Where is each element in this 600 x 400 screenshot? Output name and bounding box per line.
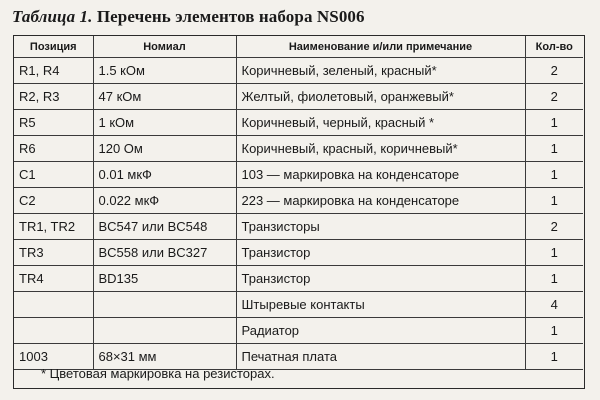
table-row [14, 84, 583, 110]
cell-nominal: 68×31 мм [93, 344, 236, 370]
cell-description: Радиатор [236, 318, 525, 344]
cell-position: R6 [14, 136, 93, 162]
cell-quantity: 2 [525, 214, 583, 240]
cell-position: 1003 [14, 344, 93, 370]
footnote: * Цветовая маркировка на резисторах. [41, 366, 275, 381]
cell-nominal: 1.5 кОм [93, 58, 236, 84]
table-row [14, 136, 583, 162]
cell-nominal: 1 кОм [93, 110, 236, 136]
caption-title: Перечень элементов набора NS006 [96, 7, 365, 26]
cell-description: Печатная плата [236, 344, 525, 370]
cell-position: TR3 [14, 240, 93, 266]
cell-description: 223 — маркировка на конденсаторе [236, 188, 525, 214]
cell-description: Коричневый, черный, красный * [236, 110, 525, 136]
cell-nominal: BD135 [93, 266, 236, 292]
cell-quantity: 1 [525, 110, 583, 136]
table-row [14, 58, 583, 84]
header-nominal: Номиал [93, 36, 236, 58]
cell-nominal: 0.022 мкФ [93, 188, 236, 214]
cell-nominal: 47 кОм [93, 84, 236, 110]
cell-description: 103 — маркировка на конденсаторе [236, 162, 525, 188]
cell-description: Транзистор [236, 240, 525, 266]
header-description: Наименование и/или примечание [236, 36, 525, 58]
cell-nominal: 0.01 мкФ [93, 162, 236, 188]
table-row [14, 292, 583, 318]
table-header-row [14, 36, 583, 58]
cell-nominal: BC558 или BC327 [93, 240, 236, 266]
cell-quantity: 2 [525, 58, 583, 84]
cell-position: R5 [14, 110, 93, 136]
cell-description: Коричневый, красный, коричневый* [236, 136, 525, 162]
table-row [14, 214, 583, 240]
cell-nominal [93, 292, 236, 318]
table-caption [12, 7, 365, 27]
table-row [14, 188, 583, 214]
cell-position: TR4 [14, 266, 93, 292]
cell-position: TR1, TR2 [14, 214, 93, 240]
cell-quantity: 1 [525, 162, 583, 188]
table-row [14, 318, 583, 344]
caption-label: Таблица 1. [12, 7, 93, 26]
cell-nominal: BC547 или BC548 [93, 214, 236, 240]
cell-quantity: 2 [525, 84, 583, 110]
cell-description: Желтый, фиолетовый, оранжевый* [236, 84, 525, 110]
cell-description: Транзистор [236, 266, 525, 292]
table-row [14, 266, 583, 292]
cell-description: Штыревые контакты [236, 292, 525, 318]
header-position: Позиция [14, 36, 93, 58]
cell-nominal: 120 Ом [93, 136, 236, 162]
cell-position: R2, R3 [14, 84, 93, 110]
cell-quantity: 1 [525, 188, 583, 214]
table-row [14, 240, 583, 266]
table-row [14, 162, 583, 188]
cell-nominal [93, 318, 236, 344]
table-frame [13, 35, 585, 389]
cell-quantity: 1 [525, 266, 583, 292]
cell-position [14, 318, 93, 344]
cell-description: Транзисторы [236, 214, 525, 240]
table-row [14, 110, 583, 136]
cell-description: Коричневый, зеленый, красный* [236, 58, 525, 84]
header-quantity: Кол-во [525, 36, 583, 58]
cell-position: R1, R4 [14, 58, 93, 84]
cell-quantity: 4 [525, 292, 583, 318]
cell-position: C1 [14, 162, 93, 188]
cell-quantity: 1 [525, 318, 583, 344]
cell-position: C2 [14, 188, 93, 214]
components-table [14, 36, 583, 370]
cell-position [14, 292, 93, 318]
cell-quantity: 1 [525, 240, 583, 266]
table-body [14, 58, 583, 370]
cell-quantity: 1 [525, 136, 583, 162]
cell-quantity: 1 [525, 344, 583, 370]
